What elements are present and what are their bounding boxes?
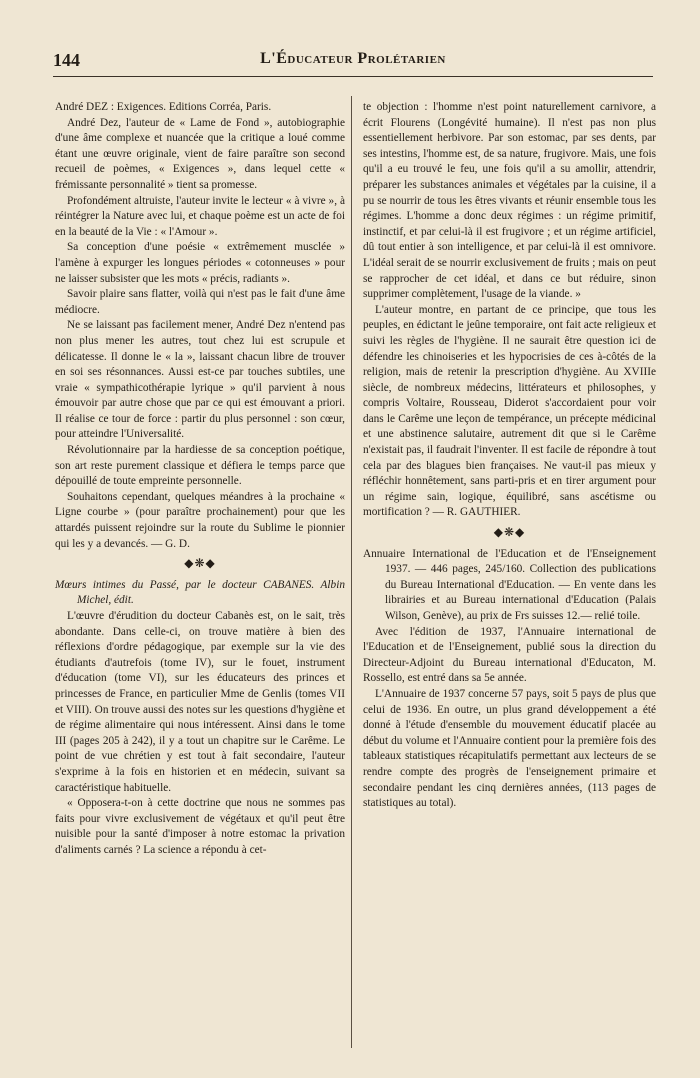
review-heading-dez: André DEZ : Exigences. Editions Corréa, Paris.: [55, 101, 272, 113]
paragraph: L'auteur montre, en partant de ce principe, que tous les peuples, en édictant le jeûne temporaire, ont fait acte religieux et suivi les règles de l'hygiène. Il ne saurait être question ici de défendre les chinoiseries et les hypocrisies de ces à-côtés de la religion, mais de retenir la prescription d'hygiène. Au XVIIIe siècle, de nombreux médecins, littérateurs et philosophes, y compris Voltaire, Rousseau, Diderot s'accordaient pour voir dans le Carême une leçon de tempérance, un précepte médicinal et une abstinence salutaire, autrement dit que si le Carême n'existait pas, il faudrait l'inventer. Il est facile de répondre à tout cela par des blagues bien françaises. Ne vaut-il pas mieux y réfléchir honnêtement, sans parti-pris et en tirer argument pour un régime sain, logique, équilibré, sans ascétisme ou mortification ? — R. GAUTHIER.: [363, 303, 656, 519]
paragraph: te objection : l'homme n'est point naturellement carnivore, a écrit Flourens (Longévité humaine). Il n'est pas non plus essentiellement herbivore. Par son estomac, par ses dents, par ses intestins, l'homme est, de sa nature, frugivore. Mais, une fois qu'il a eu trouvé le feu, une fois qu'il a su amollir, attendrir, préparer les substances animales et végétales par la cuisine, il a pu se nourrir de tous les êtres vivants et réunir ensemble tous les régimes. L'homme a donc deux régimes : un régime primitif, instinctif, et par celui-là il est frugivore ; et un régime artificiel, dû tout entier à son intelligence, et par celui-là il est omnivore. L'idéal serait de se nourrir exclusivement de fruits ; mais on peut se rapprocher de cet idéal, et dans ce but réduire, sinon supprimer complètement, l'usage de la viande. »: [363, 101, 656, 301]
journal-title: L'Éducateur Prolétarien: [260, 50, 446, 67]
header-rule: [53, 76, 653, 77]
paragraph: « Opposera-t-on à cette doctrine que nous ne sommes pas faits pour vivre exclusivement de végétaux et qu'il peut être nuisible pour la santé d'imposer à notre estomac la privation d'aliments carnés ? La science a répondu à cet-: [55, 797, 345, 856]
paragraph: Ne se laissant pas facilement mener, André Dez n'entend pas non plus mener les autres, tout chez lui est scrupule et délicatesse. Il donne le « la », laissant chacun libre de trouver en soi ses résonnances. Aussi est-ce par touches subtiles, une vraie « sympathicothérapie lyrique » qu'il parvient à nous émouvoir par autre chose que par ce qui est émouvant a priori. Il réalise ce tour de force : partir du plus personnel : son cœur, pour atteindre l'Universalité.: [55, 319, 345, 441]
section-ornament: ◆❋◆: [493, 525, 526, 540]
paragraph: L'œuvre d'érudition du docteur Cabanès est, on le sait, très abondante. Dans celle-ci, on trouve matière à bien des réflexions d'ordre pédagogique, par exemple sur la vie des étudiants d'autrefois (tome IV), sur le fouet, instrument d'éducation (tome VI), sur les éducateurs des princes et princesses de France, en particulier Mme de Genlis (tomes VII et VIII). On trouve aussi des notes sur les questions d'hygiène et de régime alimentaire qui nous intéressent. Ainsi dans le tome III (pages 205 à 242), il y a tout un chapitre sur le Carême. Le point de vue chrétien y est tout à fait secondaire, l'auteur s'exprime à la fois en historien et en médecin, suivant sa caractéristique habituelle.: [55, 610, 345, 794]
paragraph: Sa conception d'une poésie « extrêmement musclée » l'amène à expurger les longues périodes « cotonneuses » pour ne laisser subsister que les mots « précis, radiants ».: [55, 241, 345, 285]
paragraph: Savoir plaire sans flatter, voilà qui n'est pas le fait d'une âme médiocre.: [55, 288, 345, 316]
paragraph: André Dez, l'auteur de « Lame de Fond », autobiographie d'une âme complexe et nuancée que la critique a loué comme étant une œuvre originale, vient de faire paraître son second recueil de poèmes, « Exigences », dans lequel cette « frémissante personnalité » tient sa promesse.: [55, 116, 345, 191]
paragraph: Profondément altruiste, l'auteur invite le lecteur « à vivre », à réintégrer la Nature avec lui, et chaque poème est un acte de foi en la beauté de la Vie : « l'Amour ».: [55, 194, 345, 238]
page-number: 144: [53, 50, 80, 70]
paragraph: Révolutionnaire par la hardiesse de sa conception poétique, son art reste purement classique et défiera le temps parce que dépouillé de toute empreinte personnelle.: [55, 444, 345, 488]
section-ornament: ◆❋◆: [184, 556, 216, 571]
paragraph: Souhaitons cependant, quelques méandres à la prochaine « Ligne courbe » (pour paraître prochainement) pour que les attardés puissent rejoindre sur la route du Sublime le pionnier qui les y a devancés. — G. D.: [55, 490, 345, 550]
right-column: [363, 100, 656, 812]
page-header: [53, 50, 653, 76]
left-column: [55, 100, 345, 859]
review-heading-annuaire: Annuaire International de l'Education et de l'Enseignement 1937. — 446 pages, 245/160. Collection des publications du Bureau International d'Education. — En vente dans les librairies et au Bureau international d'Education (Palais Wilson, Genève), au prix de Frs suisses 12.— relié toile.: [363, 547, 656, 622]
review-heading-cabanes: Mœurs intimes du Passé, par le docteur CABANES. Albin Michel, édit.: [55, 578, 345, 607]
paragraph: L'Annuaire de 1937 concerne 57 pays, soit 5 pays de plus que celui de 1936. En outre, un plus grand développement a été donné à l'étude d'ensemble du mouvement éducatif placée au début du volume et l'Annuaire contient pour la première fois des tableaux statistiques récapitulatifs permettant aux lecteurs de se rendre compte des progrès de l'enseignement primaire et secondaire pendant les cinq dernières années, (113 pages de statistiques au total).: [363, 687, 656, 810]
paragraph: Avec l'édition de 1937, l'Annuaire international de l'Education et de l'Enseignement, publié sous la direction du Directeur-Adjoint du Bureau international d'Educaton, M. Rossello, est entré dans sa 5e année.: [363, 625, 656, 685]
column-divider: [351, 96, 352, 1048]
